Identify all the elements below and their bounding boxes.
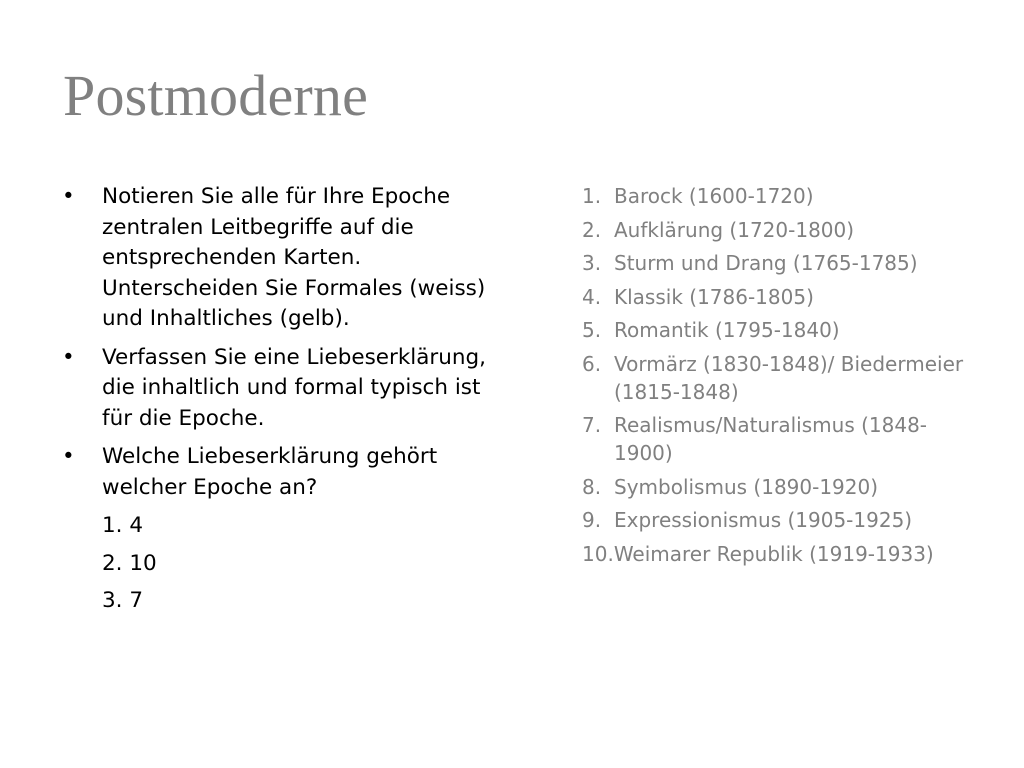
epoch-label: Klassik (1786-1805) [614, 284, 814, 309]
task-text: Notieren Sie alle für Ihre Epoche zentralen Leitbegriffe auf die entsprechenden Karten. Unterscheiden Sie Formales (weiss) und Inhaltliches (gelb). [102, 184, 486, 331]
epoch-item [582, 182, 982, 210]
answer-list [60, 511, 500, 617]
epoch-number: 6. [582, 351, 602, 376]
epoch-number: 4. [582, 284, 602, 309]
epoch-label: Symbolismus (1890-1920) [614, 474, 879, 499]
epoch-number: 3. [582, 251, 602, 275]
task-panel [60, 182, 500, 617]
epoch-label: Weimarer Republik (1919-1933) [613, 541, 934, 566]
epoch-item [582, 316, 982, 344]
epoch-item [582, 506, 982, 534]
task-item [60, 343, 500, 435]
epoch-item [582, 249, 982, 277]
epoch-label: Sturm und Drang (1765-1785) [614, 251, 918, 275]
epoch-label: Vormärz (1830-1848)/ Biedermeier (1815-1848) [614, 351, 964, 404]
task-list [60, 182, 500, 503]
task-item [60, 442, 500, 503]
task-item [60, 182, 500, 335]
epoch-item [582, 473, 982, 501]
answer-item: 1. 4 [102, 513, 144, 538]
epoch-number: 1. [582, 184, 602, 208]
epoch-label: Barock (1600-1720) [614, 184, 814, 208]
epoch-label: Realismus/Naturalismus (1848-1900) [614, 413, 928, 465]
epoch-label: Romantik (1795-1840) [614, 318, 840, 342]
epoch-number: 5. [582, 318, 602, 342]
epoch-item [582, 540, 982, 568]
epoch-item [582, 411, 982, 467]
epoch-panel [582, 182, 982, 573]
epoch-number: 8. [582, 474, 602, 499]
task-text: Verfassen Sie eine Liebeserklärung, die inhaltlich und formal typisch ist für die Epoche. [102, 344, 487, 431]
epoch-item [582, 283, 982, 311]
epoch-number: 9. [582, 508, 602, 532]
task-text: Welche Liebeserklärung gehört welcher Epoche an? [102, 444, 438, 500]
epoch-label: Aufklärung (1720-1800) [614, 217, 855, 242]
epoch-item [582, 216, 982, 244]
bullet-icon: • [62, 184, 75, 209]
answer-item: 2. 10 [102, 550, 157, 576]
epoch-label: Expressionismus (1905-1925) [614, 508, 913, 532]
epoch-number: 7. [582, 413, 602, 437]
bullet-icon: • [62, 444, 75, 469]
epoch-number: 10. [582, 541, 614, 566]
answer-item: 3. 7 [102, 588, 144, 613]
bullet-icon: • [62, 344, 75, 370]
slide-title: Postmoderne [63, 63, 369, 128]
epoch-list [582, 182, 982, 568]
epoch-number: 2. [582, 217, 602, 242]
epoch-item [582, 350, 982, 406]
